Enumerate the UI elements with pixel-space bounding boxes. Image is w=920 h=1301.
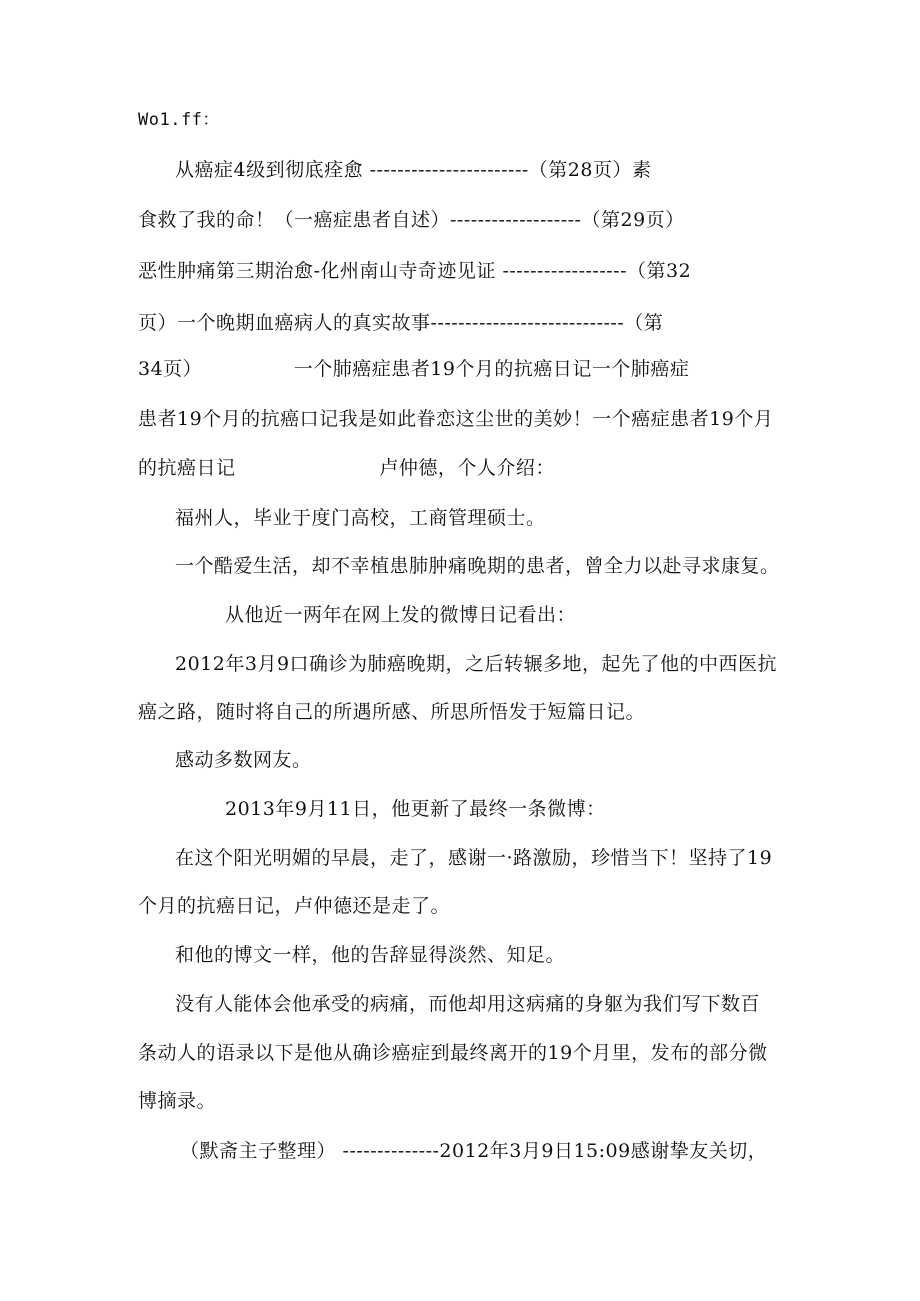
paragraph-line: 没有人能体会他承受的病痛，而他却用这病痛的身躯为我们写下数百 <box>175 993 761 1015</box>
paragraph-line: 在这个阳光明媚的早晨，走了，感谢一·路激励，珍惜当下！坚持了19 <box>175 847 773 869</box>
paragraph-line: 个月的抗癌日记，卢仲德还是走了。 <box>138 895 451 917</box>
paragraph-line: 福州人，毕业于度门高校，工商管理硕士。 <box>175 507 546 529</box>
toc-line-2: 食救了我的命！（一癌症患者自述）-------------------（第29页） <box>138 209 685 231</box>
paragraph-line: 一个酷爱生活，却不幸植患肺肿痛晚期的患者，曾全力以赴寻求康复。 <box>175 555 780 577</box>
toc-line-6: 患者19个月的抗癌口记我是如此眷恋这尘世的美妙！一个癌症患者19个月 <box>138 408 774 430</box>
paragraph-line: 2013年9月11日，他更新了最终一条微博： <box>225 798 606 820</box>
toc-line-4: 页）一个晚期血癌病人的真实故事----------------------------（第 <box>138 312 664 334</box>
paragraph-line: 从他近一两年在网上发的微博日记看出： <box>225 604 577 626</box>
paragraph-line: 条动人的语录以下是他从确诊癌症到最终离开的19个月里，发布的部分微 <box>138 1042 768 1064</box>
paragraph-line: 感动多数网友。 <box>175 749 312 771</box>
paragraph-line: 2012年3月9口确诊为肺癌晚期，之后转辗多地，起先了他的中西医抗 <box>175 653 778 675</box>
toc-line-5: 34页） 一个肺癌症患者19个月的抗癌日记一个肺癌症 <box>138 358 690 380</box>
paragraph-line: （默斋主子整理） --------------2012年3月9日15:09感谢挚友关切， <box>180 1140 768 1162</box>
header-line: Wo1.ff： <box>138 110 220 130</box>
paragraph-line: 博摘录。 <box>138 1090 217 1112</box>
toc-line-1: 从癌症4级到彻底痊愈 -----------------------（第28页）素 <box>175 159 652 181</box>
paragraph-line: 和他的博文一样，他的告辞显得淡然、知足。 <box>175 944 566 966</box>
toc-line-7: 的抗癌日记 卢仲德，个人介绍： <box>138 457 555 479</box>
paragraph-line: 癌之路，随时将自己的所遇所感、所思所悟发于短篇日记。 <box>138 701 646 723</box>
toc-line-3: 恶性肿痛第三期治愈-化州南山寺奇迹见证 ------------------（第32 <box>138 260 692 282</box>
